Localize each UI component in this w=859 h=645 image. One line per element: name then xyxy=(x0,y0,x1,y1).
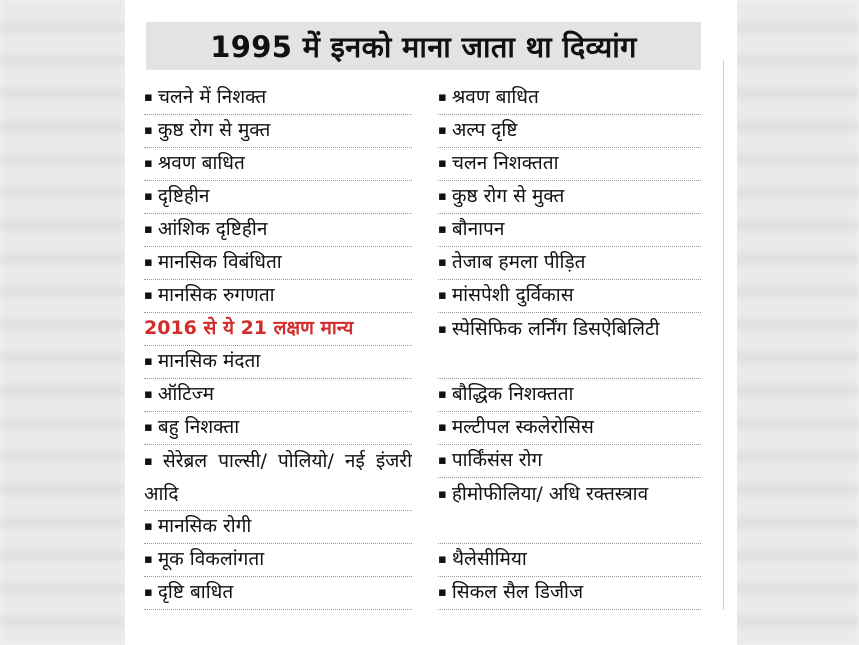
bullet-icon: ▪ xyxy=(438,123,447,138)
list-item: ▪ कुष्ठ रोग से मुक्त xyxy=(144,115,412,148)
list-item: ▪ बहु निशक्ता xyxy=(144,412,412,445)
bullet-icon: ▪ xyxy=(144,552,153,567)
list-item: ▪ चलने में निशक्त xyxy=(144,82,412,115)
list-item: ▪ थैलेसीमिया xyxy=(438,544,701,577)
column-divider xyxy=(723,60,724,610)
list-item: ▪ तेजाब हमला पीड़ित xyxy=(438,247,701,280)
list-item: ▪ कुष्ठ रोग से मुक्त xyxy=(438,181,701,214)
bullet-icon: ▪ xyxy=(438,453,447,468)
list-item: ▪ पार्किंसंस रोग xyxy=(438,445,701,478)
bullet-icon: ▪ xyxy=(144,123,153,138)
bullet-icon: ▪ xyxy=(144,585,153,600)
bullet-icon: ▪ xyxy=(438,222,447,237)
bullet-icon: ▪ xyxy=(438,288,447,303)
list-item: ▪ मांसपेशी दुर्विकास xyxy=(438,280,701,313)
bullet-icon: ▪ xyxy=(438,90,447,105)
bullet-icon: ▪ xyxy=(438,487,447,502)
list-item: ▪ मानसिक मंदता xyxy=(144,346,412,379)
bullet-icon: ▪ xyxy=(144,189,153,204)
bullet-icon: ▪ xyxy=(438,156,447,171)
bullet-icon: ▪ xyxy=(144,420,153,435)
list-item: ▪ चलन निशक्तता xyxy=(438,148,701,181)
bullet-icon: ▪ xyxy=(144,288,153,303)
bullet-icon: ▪ xyxy=(438,322,447,337)
list-item: ▪ दृष्टि बाधित xyxy=(144,577,412,610)
list-item: ▪ ऑटिज्म xyxy=(144,379,412,412)
list-item: ▪ मूक विकलांगता xyxy=(144,544,412,577)
list-item: ▪ अल्प दृष्टि xyxy=(438,115,701,148)
list-item: ▪ आंशिक दृष्टिहीन xyxy=(144,214,412,247)
list-item: ▪ हीमोफीलिया/ अधि रक्तस्त्राव xyxy=(438,478,701,544)
bullet-icon: ▪ xyxy=(144,255,153,270)
list-item: ▪ बौनापन xyxy=(438,214,701,247)
right-column xyxy=(438,82,701,610)
bullet-icon: ▪ xyxy=(144,222,153,237)
left-column xyxy=(144,82,412,610)
bullet-icon: ▪ xyxy=(144,387,153,402)
background-right-blur xyxy=(734,0,859,645)
page-title: 1995 में इनको माना जाता था दिव्यांग xyxy=(210,29,637,64)
bullet-icon: ▪ xyxy=(438,420,447,435)
bullet-icon: ▪ xyxy=(438,189,447,204)
bullet-icon: ▪ xyxy=(438,552,447,567)
list-item: ▪ श्रवण बाधित xyxy=(438,82,701,115)
bullet-icon: ▪ xyxy=(438,255,447,270)
bullet-icon: ▪ xyxy=(144,519,153,534)
bullet-icon: ▪ xyxy=(144,454,158,469)
background-left-blur xyxy=(0,0,125,645)
title-box xyxy=(146,22,701,70)
news-clipping xyxy=(125,0,737,645)
section-heading-2016: 2016 से ये 21 लक्षण मान्य xyxy=(144,313,412,346)
list-item: ▪ स्पेसिफिक लर्निंग डिसऐबिलिटी xyxy=(438,313,701,379)
list-item: ▪ दृष्टिहीन xyxy=(144,181,412,214)
list-item: ▪ मानसिक रुगणता xyxy=(144,280,412,313)
list-item: ▪ बौद्धिक निशक्तता xyxy=(438,379,701,412)
bullet-icon: ▪ xyxy=(144,90,153,105)
bullet-icon: ▪ xyxy=(438,387,447,402)
bullet-icon: ▪ xyxy=(144,354,153,369)
list-item: ▪ सेरेब्रल पाल्सी/ पोलियो/ नई इंजरी आदि xyxy=(144,445,412,511)
bullet-icon: ▪ xyxy=(438,585,447,600)
list-item: ▪ मानसिक रोगी xyxy=(144,511,412,544)
bullet-icon: ▪ xyxy=(144,156,153,171)
list-item: ▪ श्रवण बाधित xyxy=(144,148,412,181)
list-item: ▪ मानसिक विबंधिता xyxy=(144,247,412,280)
list-item: ▪ मल्टीपल स्कलेरोसिस xyxy=(438,412,701,445)
list-item: ▪ सिकल सैल डिजीज xyxy=(438,577,701,610)
